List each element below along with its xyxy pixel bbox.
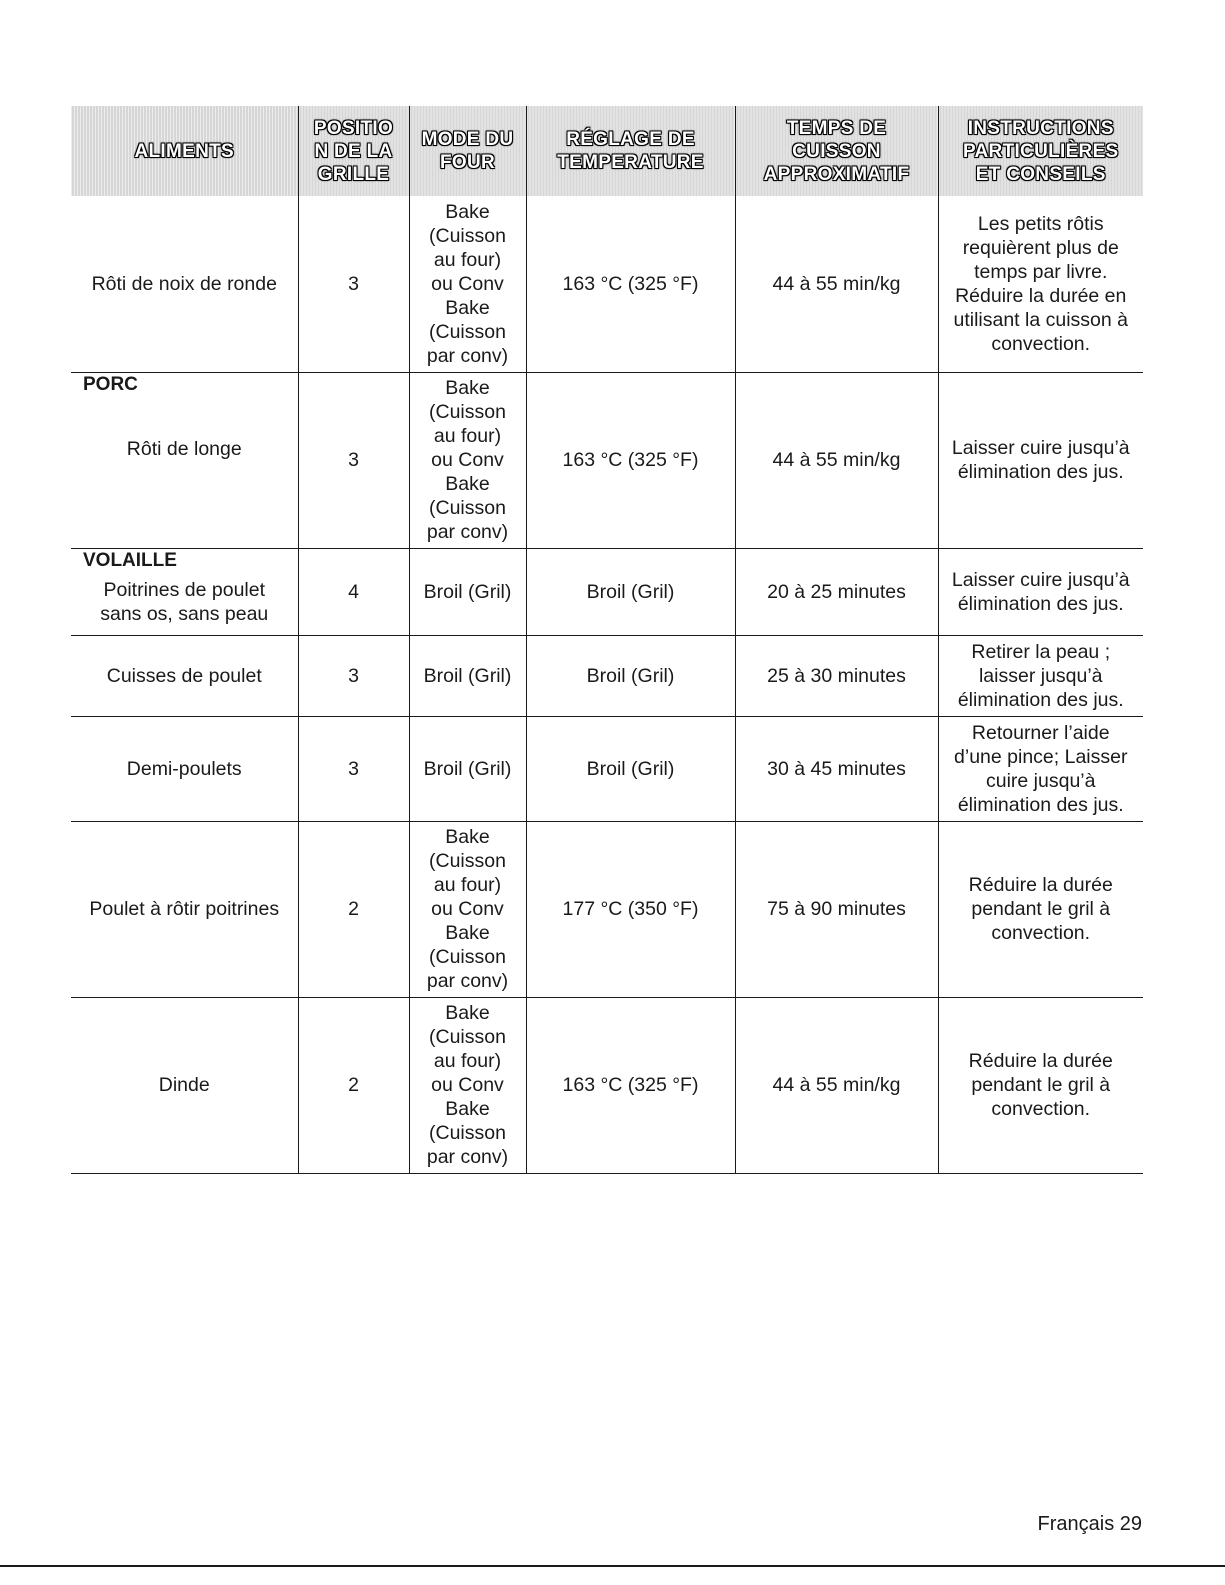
bottom-divider bbox=[0, 1565, 1225, 1567]
column-header-line: INSTRUCTIONS bbox=[967, 117, 1114, 139]
oven-mode-line: (Cuisson bbox=[429, 850, 506, 872]
instructions-line: Laisser cuire jusqu’à bbox=[951, 568, 1130, 591]
food-name-line: Rôti de noix de ronde bbox=[91, 272, 277, 295]
header-row bbox=[71, 106, 1143, 196]
instructions-line: pendant le gril à bbox=[971, 898, 1111, 920]
column-header-line: TEMPS DE bbox=[786, 117, 887, 139]
instructions-line: Retirer la peau ; bbox=[971, 640, 1111, 663]
cooking-time-cell: 30 à 45 minutes bbox=[735, 716, 938, 821]
rack-position-cell: 3 bbox=[298, 716, 409, 821]
oven-mode-cell bbox=[409, 372, 526, 548]
column-header-aliments bbox=[71, 106, 298, 196]
instructions-line: Réduire la durée en bbox=[955, 284, 1127, 307]
instructions-cell bbox=[938, 548, 1143, 635]
temperature-cell: Broil (Gril) bbox=[526, 635, 735, 716]
instructions-line: Réduire la durée bbox=[968, 874, 1113, 896]
column-header-temps bbox=[735, 106, 938, 196]
temperature-cell: Broil (Gril) bbox=[526, 716, 735, 821]
instructions-line: pendant le gril à bbox=[971, 1074, 1111, 1096]
cooking-time-cell: 75 à 90 minutes bbox=[735, 821, 938, 997]
oven-mode-line: Bake bbox=[445, 200, 490, 223]
oven-mode-line: Bake bbox=[445, 473, 490, 495]
oven-mode-line: ou Conv bbox=[431, 272, 504, 295]
food-name-line: Poitrines de poulet bbox=[103, 578, 266, 601]
rack-position-cell: 3 bbox=[298, 196, 409, 372]
oven-mode-line: ou Conv bbox=[431, 449, 504, 471]
food-name bbox=[75, 757, 294, 781]
food-name-line: sans os, sans peau bbox=[100, 602, 269, 625]
instructions-line: Réduire la durée bbox=[968, 1050, 1113, 1072]
oven-mode-line: ou Conv bbox=[431, 1074, 504, 1096]
column-header-line: MODE DU bbox=[421, 129, 514, 150]
instructions-line: convection. bbox=[991, 332, 1091, 355]
oven-mode-line: au four) bbox=[433, 874, 502, 896]
oven-mode-line: (Cuisson bbox=[429, 320, 506, 343]
instructions-line: Les petits rôtis bbox=[977, 212, 1104, 235]
temperature-cell: 163 °C (325 °F) bbox=[526, 997, 735, 1173]
oven-mode-line: par conv) bbox=[426, 970, 509, 992]
rack-position-cell: 2 bbox=[298, 997, 409, 1173]
rack-position-cell: 2 bbox=[298, 821, 409, 997]
instructions-line: cuire jusqu’à bbox=[986, 769, 1096, 792]
cooking-time-cell: 44 à 55 min/kg bbox=[735, 372, 938, 548]
rack-position-cell: 3 bbox=[298, 635, 409, 716]
food-cell bbox=[71, 716, 298, 821]
food-cell bbox=[71, 548, 298, 635]
food-cell bbox=[71, 196, 298, 372]
column-header-line: APPROXIMATIF bbox=[763, 163, 910, 185]
table-row bbox=[71, 548, 1143, 635]
column-header-line: RÉGLAGE DE bbox=[566, 129, 695, 150]
rack-position-cell: 3 bbox=[298, 372, 409, 548]
table-row bbox=[71, 997, 1143, 1173]
column-header-instructions bbox=[938, 106, 1143, 196]
oven-mode-line: par conv) bbox=[426, 1146, 509, 1168]
instructions-line: élimination des jus. bbox=[957, 793, 1124, 816]
oven-mode-line: Bake bbox=[445, 922, 490, 944]
instructions-line: d’une pince; Laisser bbox=[954, 745, 1128, 768]
food-name bbox=[75, 578, 294, 626]
oven-mode-line: au four) bbox=[433, 248, 502, 271]
column-header-temperature bbox=[526, 106, 735, 196]
cooking-time-cell: 44 à 55 min/kg bbox=[735, 997, 938, 1173]
oven-mode-line: au four) bbox=[433, 425, 502, 447]
oven-mode-line: au four) bbox=[433, 1050, 502, 1072]
instructions-cell bbox=[938, 997, 1143, 1173]
instructions-line: requièrent plus de bbox=[962, 236, 1119, 259]
instructions-line: convection. bbox=[991, 1098, 1091, 1120]
cooking-time-cell: 20 à 25 minutes bbox=[735, 548, 938, 635]
oven-mode-line: Broil (Gril) bbox=[423, 664, 512, 687]
oven-mode-line: (Cuisson bbox=[429, 1026, 506, 1048]
page-number: Français 29 bbox=[1037, 1513, 1142, 1535]
column-header-line: N DE LA bbox=[314, 140, 393, 162]
oven-mode-cell bbox=[409, 821, 526, 997]
oven-mode-cell bbox=[409, 196, 526, 372]
category-label: VOLAILLE bbox=[83, 549, 177, 571]
oven-mode-line: Bake bbox=[445, 1002, 490, 1024]
food-cell bbox=[71, 635, 298, 716]
instructions-line: laisser jusqu’à bbox=[978, 664, 1103, 687]
column-header-line: TEMPERATURE bbox=[557, 152, 704, 173]
food-name-line: Poulet à rôtir poitrines bbox=[89, 898, 280, 920]
temperature-cell: 177 °C (350 °F) bbox=[526, 821, 735, 997]
column-header-line: CUISSON bbox=[792, 140, 881, 162]
oven-mode-line: Bake bbox=[445, 377, 490, 399]
food-name bbox=[75, 897, 294, 921]
instructions-line: élimination des jus. bbox=[957, 688, 1124, 711]
food-name bbox=[75, 664, 294, 688]
oven-mode-line: par conv) bbox=[426, 521, 509, 543]
instructions-cell bbox=[938, 635, 1143, 716]
oven-mode-cell bbox=[409, 635, 526, 716]
table-body bbox=[71, 196, 1143, 1173]
instructions-line: élimination des jus. bbox=[957, 461, 1124, 483]
instructions-cell bbox=[938, 821, 1143, 997]
table-row bbox=[71, 716, 1143, 821]
category-label: PORC bbox=[83, 373, 138, 395]
instructions-cell bbox=[938, 196, 1143, 372]
oven-mode-line: par conv) bbox=[426, 344, 509, 367]
oven-mode-line: (Cuisson bbox=[429, 946, 506, 968]
column-header-mode bbox=[409, 106, 526, 196]
column-header-line: PARTICULIÈRES bbox=[962, 140, 1119, 162]
instructions-line: utilisant la cuisson à bbox=[953, 308, 1128, 331]
oven-mode-line: ou Conv bbox=[431, 898, 504, 920]
oven-mode-line: (Cuisson bbox=[429, 1122, 506, 1144]
instructions-line: élimination des jus. bbox=[957, 592, 1124, 615]
cooking-time-cell: 25 à 30 minutes bbox=[735, 635, 938, 716]
food-name-line: Cuisses de poulet bbox=[106, 664, 262, 687]
oven-mode-line: Bake bbox=[445, 826, 490, 848]
oven-mode-line: (Cuisson bbox=[429, 497, 506, 519]
rack-position-cell: 4 bbox=[298, 548, 409, 635]
table-row bbox=[71, 821, 1143, 997]
temperature-cell: 163 °C (325 °F) bbox=[526, 372, 735, 548]
oven-mode-line: Bake bbox=[445, 1098, 490, 1120]
instructions-line: Retourner l’aide bbox=[971, 721, 1110, 744]
instructions-line: convection. bbox=[991, 922, 1091, 944]
instructions-line: temps par livre. bbox=[974, 260, 1108, 283]
oven-mode-line: (Cuisson bbox=[429, 224, 506, 247]
oven-mode-line: Broil (Gril) bbox=[423, 580, 512, 603]
column-header-line: GRILLE bbox=[317, 163, 390, 185]
column-header-position bbox=[298, 106, 409, 196]
food-cell bbox=[71, 821, 298, 997]
temperature-cell: Broil (Gril) bbox=[526, 548, 735, 635]
instructions-cell bbox=[938, 372, 1143, 548]
table-row bbox=[71, 372, 1143, 548]
cooking-guide-table bbox=[71, 106, 1143, 1174]
oven-mode-cell bbox=[409, 997, 526, 1173]
food-name-line: Rôti de longe bbox=[126, 438, 242, 460]
oven-mode-line: Bake bbox=[445, 296, 490, 319]
food-cell bbox=[71, 997, 298, 1173]
table-header bbox=[71, 106, 1143, 196]
table-row bbox=[71, 196, 1143, 372]
oven-mode-line: Broil (Gril) bbox=[423, 757, 512, 780]
food-cell bbox=[71, 372, 298, 548]
oven-mode-cell bbox=[409, 716, 526, 821]
oven-mode-cell bbox=[409, 548, 526, 635]
food-name bbox=[75, 1073, 294, 1097]
table-row bbox=[71, 635, 1143, 716]
instructions-line: Laisser cuire jusqu’à bbox=[951, 437, 1130, 459]
column-header-line: ALIMENTS bbox=[134, 140, 234, 162]
food-name-line: Dinde bbox=[158, 1074, 210, 1096]
food-name bbox=[75, 437, 294, 461]
column-header-line: POSITIO bbox=[313, 117, 394, 139]
temperature-cell: 163 °C (325 °F) bbox=[526, 196, 735, 372]
food-name-line: Demi-poulets bbox=[126, 757, 242, 780]
cooking-time-cell: 44 à 55 min/kg bbox=[735, 196, 938, 372]
column-header-line: ET CONSEILS bbox=[975, 163, 1106, 185]
oven-mode-line: (Cuisson bbox=[429, 401, 506, 423]
food-name bbox=[75, 272, 294, 296]
column-header-line: FOUR bbox=[439, 152, 496, 173]
instructions-cell bbox=[938, 716, 1143, 821]
